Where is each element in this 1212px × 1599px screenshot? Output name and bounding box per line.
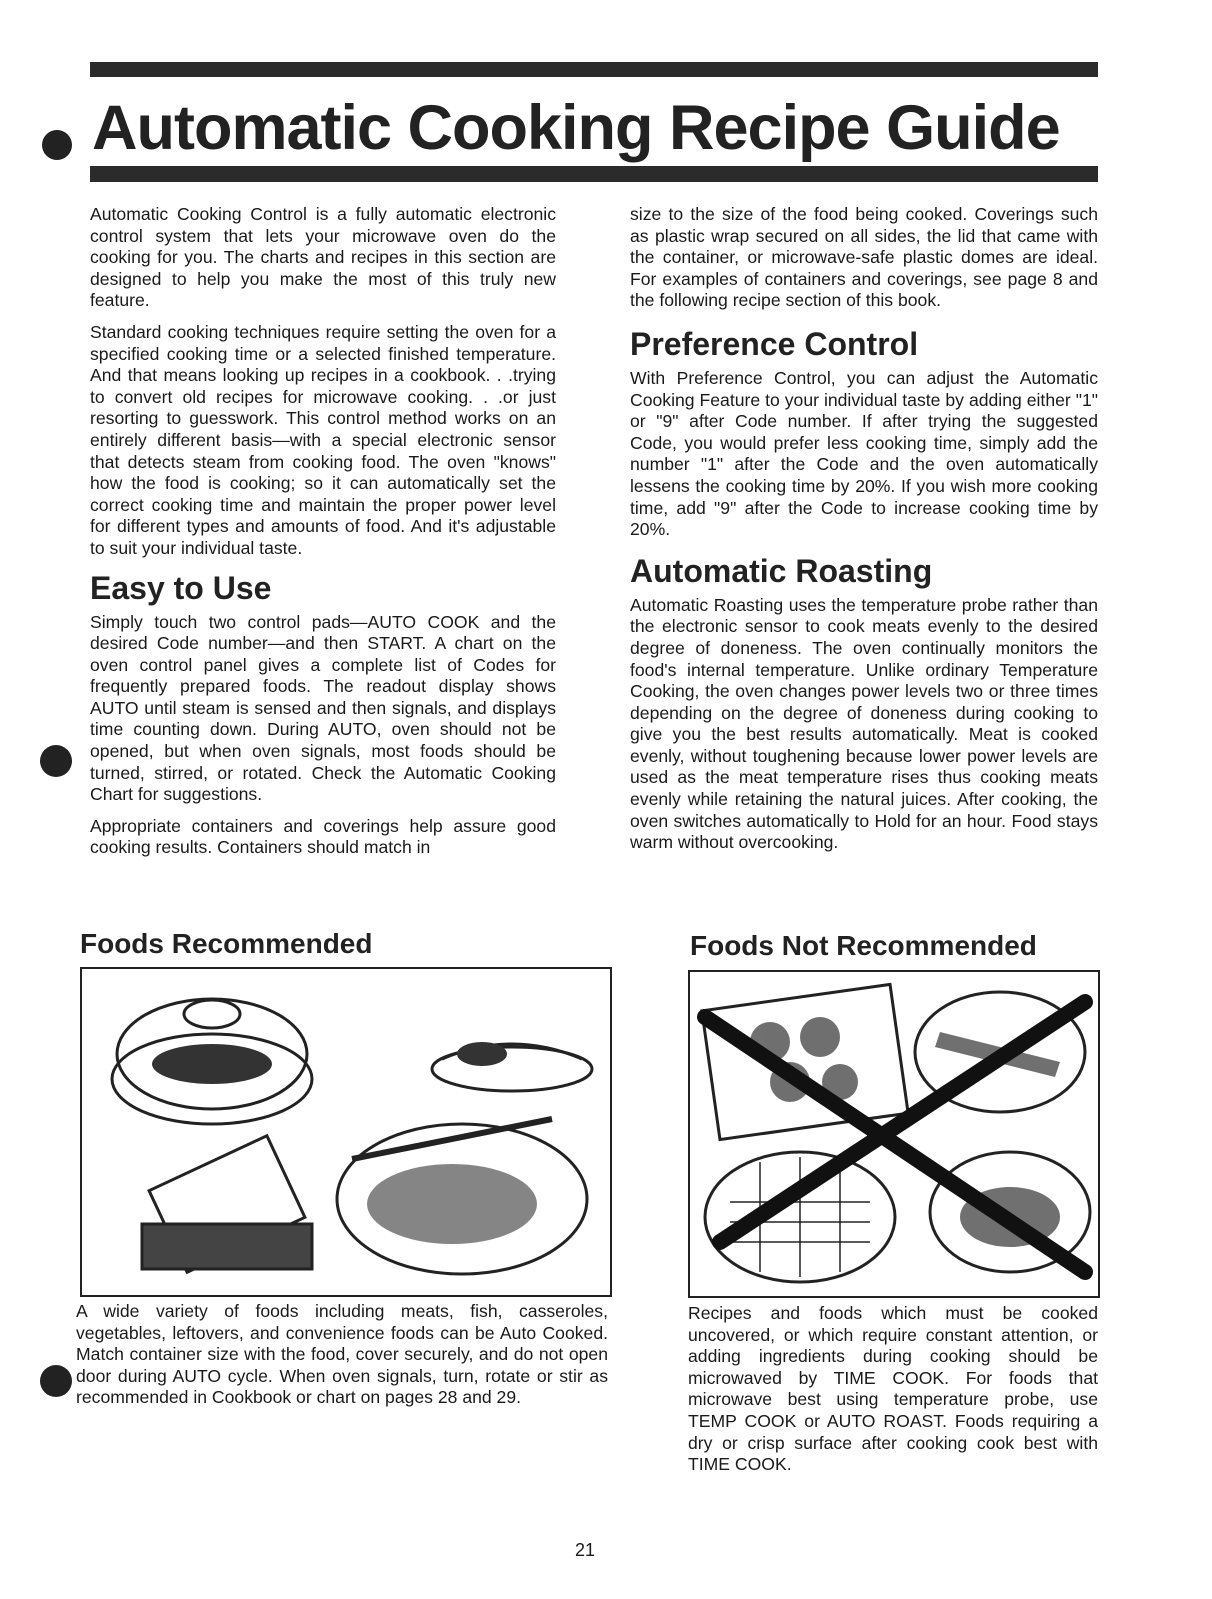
binder-hole [42, 130, 72, 160]
right-column [630, 204, 1098, 864]
coverings-paragraph: size to the size of the food being cooked. Coverings such as plastic wrap secured on all sides, the lid that came with the container, or microwave-safe plastic domes are ideal. For examples of containers and coverings, see page 8 and the following recipe section of this book. [630, 204, 1098, 311]
foods-not-recommended-illustration [688, 970, 1100, 1298]
page-number: 21 [575, 1540, 596, 1560]
intro-paragraph: Automatic Cooking Control is a fully automatic electronic control system that lets your microwave oven do the cooking for you. The charts and recipes in this section are designed to help you make the most of this truly new feature. [90, 204, 556, 311]
title-bar-bottom [90, 166, 1098, 182]
foods-recommended-illustration [80, 967, 612, 1297]
automatic-roasting-paragraph: Automatic Roasting uses the temperature probe rather than the electronic sensor to cook meats evenly to the desired degree of doneness. The oven continually monitors the food's internal temperature. Unlike ordinary Temperature Cooking, the oven changes power levels two or three times depending on the degree of doneness during cooking to give you the best results automatically. Meat is cooked evenly, without toughening because lower power levels are used as the meat temperature rises thus cooking meats evenly while retaining the natural juices. After cooking, the oven switches automatically to Hold for an hour. Food stays warm without overcooking. [630, 594, 1098, 853]
foods-recommended-caption: A wide variety of foods including meats, fish, casseroles, vegetables, leftovers, and convenience foods can be Auto Cooked. Match container size with the food, cover securely, and do not open door during AUTO cycle. When oven signals, turn, rotate or stir as recommended in Cookbook or chart on pages 28 and 29. [76, 1301, 608, 1408]
preference-control-paragraph: With Preference Control, you can adjust the Automatic Cooking Feature to your individual taste by adding either "1" or "9" after Code number. If after trying the suggested Code, you would prefer less cooking time, simply add the number "1" after the Code and the oven automatically lessens the cooking time by 20%. If you wish more cooking time, add "9" after the Code to increase cooking time by 20%. [630, 367, 1098, 540]
easy-to-use-heading: Easy to Use [90, 569, 272, 606]
binder-hole [40, 1365, 72, 1397]
foods-not-recommended-caption: Recipes and foods which must be cooked uncovered, or which require constant attention, or adding ingredients during cooking should be microwaved by TIME COOK. For foods that microwave best using temperature probe, use TEMP COOK or AUTO ROAST. Foods requiring a dry or crisp surface after cooking cook best with TIME COOK. [688, 1303, 1098, 1475]
page-title: Automatic Cooking Recipe Guide [92, 93, 1060, 163]
binder-hole [40, 745, 72, 777]
preference-control-heading: Preference Control [630, 325, 919, 362]
automatic-roasting-heading: Automatic Roasting [630, 552, 933, 589]
foods-not-recommended-heading: Foods Not Recommended [690, 930, 1037, 961]
covered-dishes-illustration [82, 969, 610, 1295]
techniques-paragraph: Standard cooking techniques require setting the oven for a specified cooking time or a selected finished temperature. And that means looking up recipes in a cookbook. . .trying to convert old recipes for microwave cooking. . .or just resorting to guesswork. This control method works on an entirely different basis—with a special electronic sensor that detects steam from cooking food. The oven "knows" how the food is cooking; so it can automatically set the correct cooking time and maintain the proper power level for different types and amounts of food. And it's adjustable to suit your individual taste. [90, 321, 556, 558]
title-bar-top [90, 62, 1098, 77]
foods-recommended-heading: Foods Recommended [80, 928, 373, 959]
easy-to-use-paragraph: Simply touch two control pads—AUTO COOK and the desired Code number—and then START. A chart on the oven control panel gives a complete list of Codes for frequently prepared foods. The readout display shows AUTO until steam is sensed and then signals, and displays time counting down. During AUTO, oven should not be opened, but when oven signals, most foods should be turned, stirred, or rotated. Check the Automatic Cooking Chart for suggestions. [90, 611, 556, 805]
uncovered-foods-illustration [690, 972, 1098, 1296]
containers-paragraph: Appropriate containers and coverings help assure good cooking results. Containers should match in [90, 815, 556, 858]
left-column [90, 204, 556, 869]
